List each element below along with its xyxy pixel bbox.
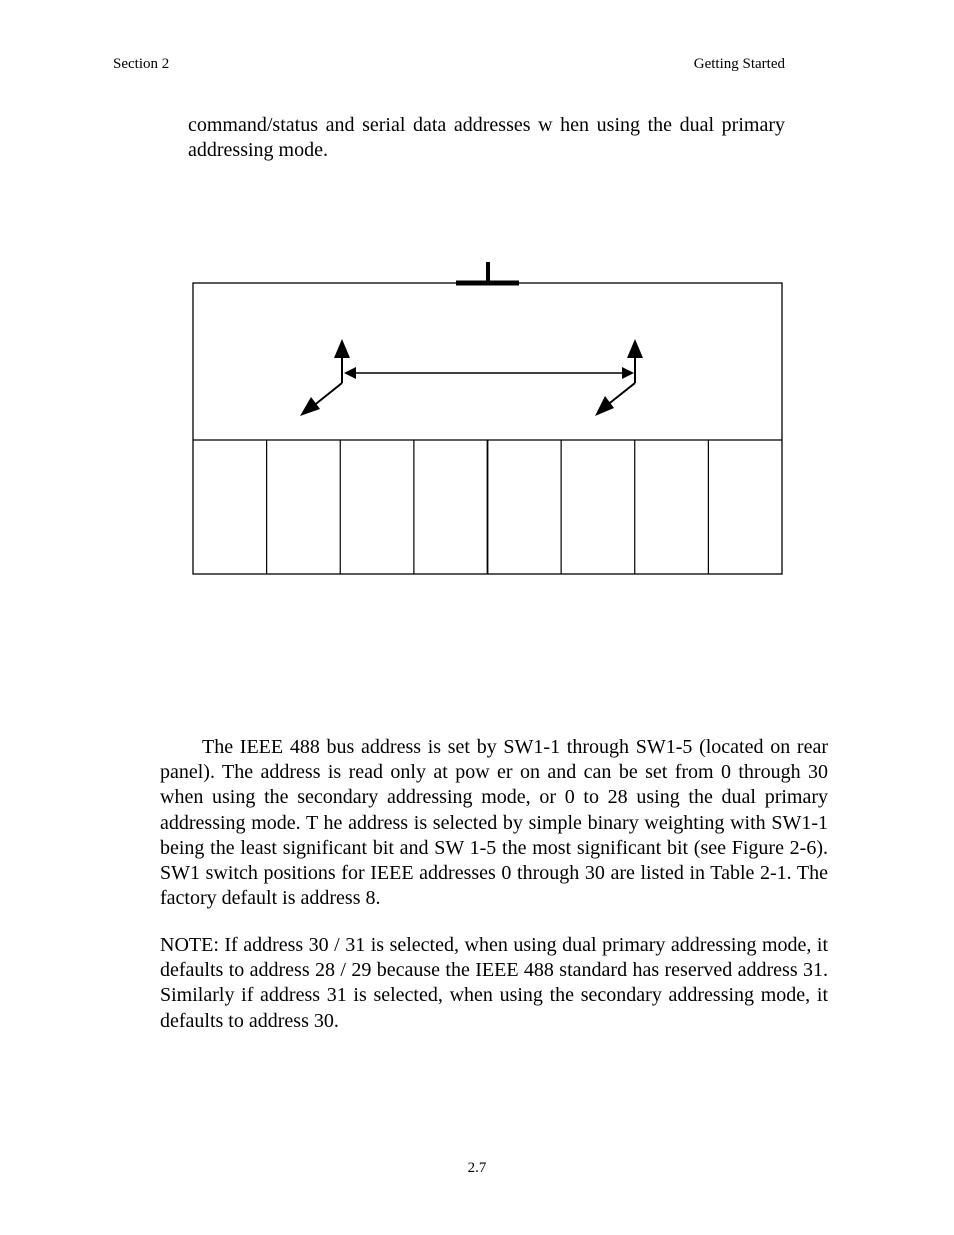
continued-paragraph: command/status and serial data addresses w hen using the dual primary addressing mode. bbox=[188, 114, 785, 162]
left-diagonal-arrowhead bbox=[300, 397, 320, 416]
horizontal-span-right-head bbox=[622, 367, 634, 379]
switch-cells bbox=[267, 440, 709, 574]
horizontal-span-left-head bbox=[344, 367, 356, 379]
right-diagonal-arrowhead bbox=[595, 396, 614, 416]
address-paragraph bbox=[160, 735, 828, 911]
chapter-title: Getting Started bbox=[693, 56, 785, 72]
address-paragraph-text: The IEEE 488 bus address is set by SW1-1 through SW1-5 (located on rear panel). The address is read only at pow er on and can be set from 0 through 30 when using the secondary addressing mode, or 0 to 28 using the dual primary addressing mode. T he address is selected by simple binary weighting with SW1-1 being the least significant bit and SW 1-5 the most significant bit (see Figure 2-6). SW1 switch positions for IEEE addresses 0 through 30 are listed in Table 2-1. The factory default is address 8. bbox=[160, 736, 828, 910]
page-number: 2.7 bbox=[467, 1160, 487, 1176]
section-label: Section 2 bbox=[113, 56, 170, 72]
right-up-arrowhead bbox=[627, 339, 643, 358]
left-up-arrowhead bbox=[334, 339, 350, 358]
right-diagonal-arrow bbox=[606, 383, 635, 406]
left-diagonal-arrow bbox=[312, 383, 342, 407]
note-paragraph: NOTE: If address 30 / 31 is selected, when using dual primary addressing mode, it defaults to address 28 / 29 because the IEEE 488 standard has reserved address 31. Similarly if address 31 is selected, when using the secondary addressing mode, it defaults to address 30. bbox=[160, 934, 828, 1032]
